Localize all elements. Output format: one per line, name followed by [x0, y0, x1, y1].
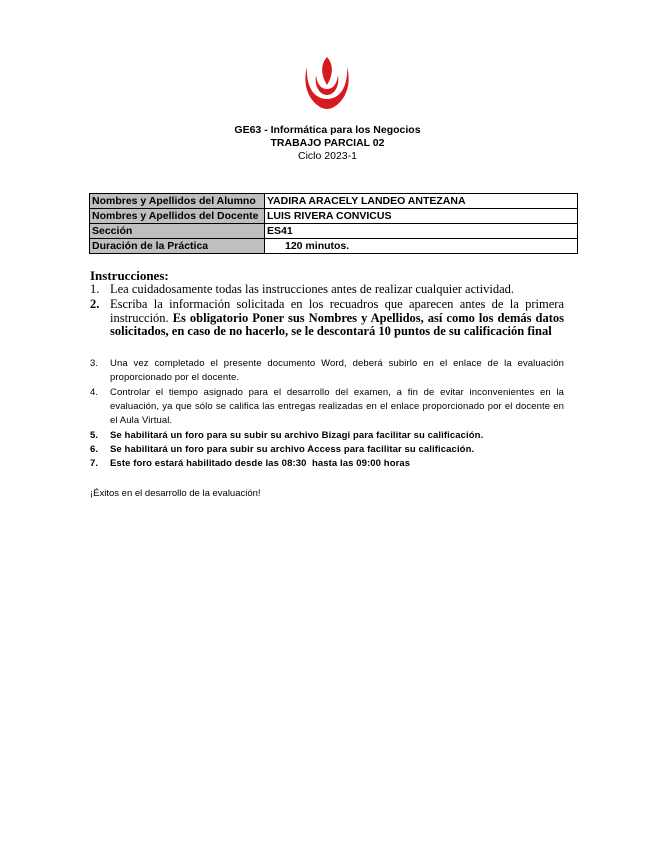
item-number: 7. [90, 458, 99, 469]
student-name-value[interactable]: YADIRA ARACELY LANDEO ANTEZANA [265, 194, 578, 209]
item-number: 5. [90, 430, 99, 441]
table-row [90, 224, 578, 239]
list-item [90, 283, 564, 297]
item-number: 2. [90, 297, 100, 311]
item-number: 4. [90, 387, 99, 398]
list-item [90, 298, 564, 339]
duration-label: Duración de la Práctica [90, 239, 265, 254]
university-logo [302, 55, 352, 110]
closing-message: ¡Éxitos en el desarrollo de la evaluación! [90, 488, 261, 499]
list-item [90, 443, 564, 457]
section-label: Sección [90, 224, 265, 239]
teacher-name-value[interactable]: LUIS RIVERA CONVICUS [265, 209, 578, 224]
item-text: Este foro estará habilitado desde las 08:30 hasta las 09:00 horas [110, 458, 411, 469]
duration-value[interactable]: 120 minutos. [265, 239, 578, 254]
list-item [90, 357, 564, 385]
item-number: 6. [90, 444, 99, 455]
table-row [90, 194, 578, 209]
item-number: 1. [90, 282, 100, 296]
list-item [90, 429, 564, 443]
student-info-table [89, 193, 578, 254]
item-number: 3. [90, 358, 99, 369]
item-text: Escriba la información solicitada en los recuadros que aparecen antes de la primera instrucción. [110, 297, 564, 325]
item-bold-text: Es obligatorio Poner sus Nombres y Apellidos, así como los demás datos solicitados, en caso de no hacerlo, se le descontará 10 puntos de su calificación final [110, 310, 564, 338]
cycle-label: Ciclo 2023-1 [298, 150, 357, 162]
item-text: Se habilitará un foro para su subir su archivo Bizagi para facilitar su calificación. [110, 430, 484, 441]
item-text: Una vez completado el presente documento Word, deberá subirlo en el enlace de la evaluación proporcionado por el docente. [110, 358, 564, 383]
student-name-label: Nombres y Apellidos del Alumno [90, 194, 265, 209]
list-item [90, 457, 564, 471]
instructions-title: Instrucciones: [90, 268, 169, 283]
table-row [90, 209, 578, 224]
item-text: Se habilitará un foro para subir su archivo Access para facilitar su calificación. [110, 444, 475, 455]
teacher-name-label: Nombres y Apellidos del Docente [90, 209, 265, 224]
course-title: GE63 - Informática para los Negocios [234, 124, 421, 136]
section-value[interactable]: ES41 [265, 224, 578, 239]
exam-title: TRABAJO PARCIAL 02 [270, 137, 385, 149]
item-text: Controlar el tiempo asignado para el desarrollo del examen, a fin de evitar inconvenientes en la evaluación, ya que sólo se califica las entregas realizadas en el enlace proporcionado por el docente en el Aula Virtual. [110, 387, 564, 426]
table-row [90, 239, 578, 254]
list-item [90, 386, 564, 428]
item-text: Lea cuidadosamente todas las instrucciones antes de realizar cualquier actividad. [110, 282, 514, 296]
